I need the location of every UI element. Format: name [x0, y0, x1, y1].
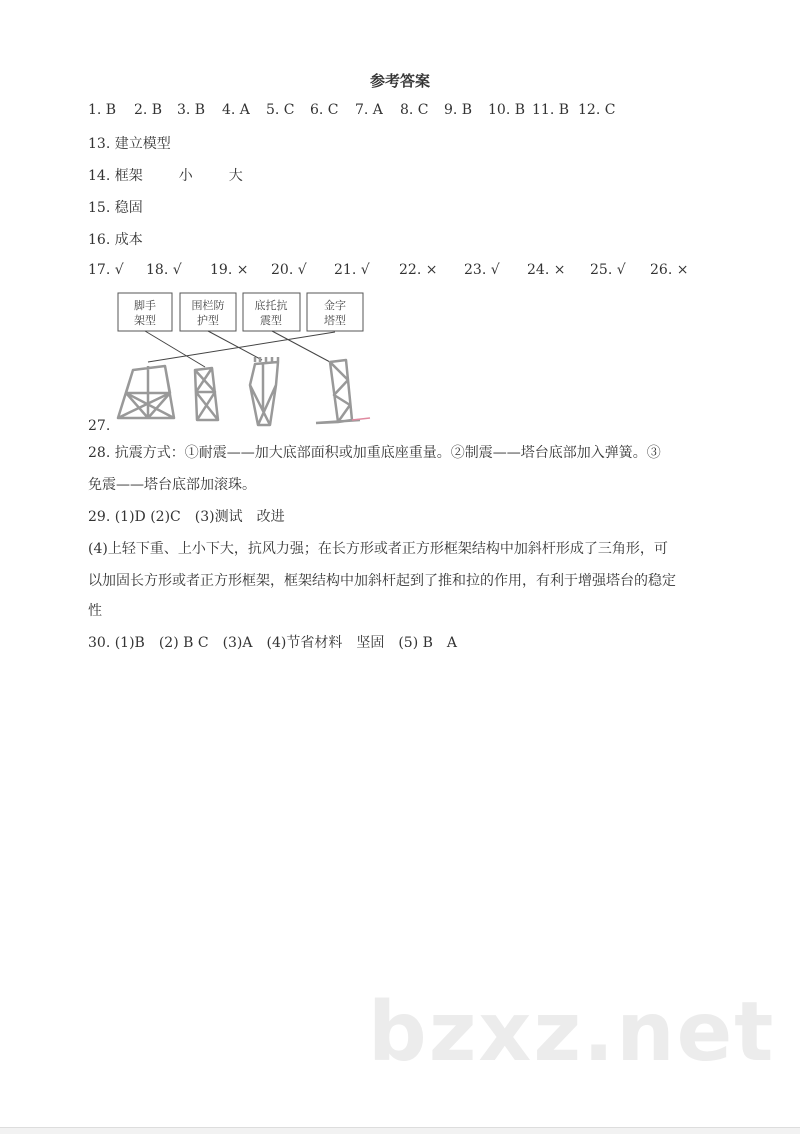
answer-item: 18. √ — [146, 262, 182, 278]
page-title: 参考答案 — [369, 72, 430, 90]
box-label: 脚手 — [134, 299, 156, 312]
answer-item: 9. B — [444, 102, 473, 118]
matching-lines — [145, 331, 335, 367]
pyramid-tower-icon — [118, 366, 174, 418]
guardrail-tower-icon — [250, 357, 278, 425]
box-label: 护型 — [197, 314, 219, 327]
answer-28-line1: 28. 抗震方式：①耐震——加大底部面积或加重底座重量。②制震——塔台底部加入弹簧。③ — [88, 445, 661, 461]
answer-item: 6. C — [310, 102, 339, 118]
answer-14-part1: 14. 框架 — [88, 168, 143, 184]
answer-item: 11. B — [532, 102, 570, 118]
answer-16: 16. 成本 — [88, 232, 143, 248]
page-bottom-edge — [0, 1127, 800, 1134]
answer-14-part2: 小 — [178, 168, 193, 184]
answer-item: 24. × — [527, 262, 566, 278]
answer-29-line1: 29. (1)D (2)C (3)测试 改进 — [88, 509, 285, 525]
box-label: 震型 — [260, 314, 282, 327]
answer-item: 22. × — [399, 262, 438, 278]
answer-item: 26. × — [650, 262, 689, 278]
box-label: 金字 — [324, 299, 346, 312]
tower-matching-diagram — [0, 0, 800, 440]
answer-item: 5. C — [266, 102, 295, 118]
answer-item: 1. B — [88, 102, 117, 118]
answer-29-line2: (4)上轻下重、上小下大，抗风力强；在长方形或者正方形框架结构中加斜杆形成了三角形，可 — [88, 541, 668, 557]
answer-item: 17. √ — [88, 262, 124, 278]
answer-item: 10. B — [488, 102, 526, 118]
answer-item: 2. B — [134, 102, 163, 118]
answer-30: 30. (1)B (2) B C (3)A (4)节省材料 坚固 (5) B A — [88, 635, 458, 651]
answer-29-line4: 性 — [88, 603, 102, 619]
answer-14-part3: 大 — [228, 168, 243, 184]
answer-27: 27. — [88, 418, 111, 434]
scaffold-tower-icon — [195, 368, 218, 420]
box-label: 围栏防 — [191, 299, 225, 312]
watermark: bzxz.net — [368, 985, 776, 1080]
answer-15: 15. 稳固 — [88, 200, 143, 216]
answer-item: 19. × — [210, 262, 249, 278]
answer-item: 21. √ — [334, 262, 370, 278]
box-label: 底托抗 — [254, 299, 288, 312]
base-earthquake-tower-icon — [316, 360, 360, 423]
answer-item: 12. C — [578, 102, 616, 118]
answer-item: 3. B — [177, 102, 206, 118]
answer-item: 25. √ — [590, 262, 626, 278]
answer-item: 8. C — [400, 102, 429, 118]
answer-item: 23. √ — [464, 262, 500, 278]
answer-item: 20. √ — [271, 262, 307, 278]
answer-28-line2: 免震——塔台底部加滚珠。 — [88, 477, 256, 493]
box-label: 塔型 — [324, 314, 346, 327]
answer-13: 13. 建立模型 — [88, 136, 171, 152]
answer-item: 4. A — [222, 102, 250, 118]
answer-item: 7. A — [355, 102, 383, 118]
answer-29-line3: 以加固长方形或者正方形框架，框架结构中加斜杆起到了推和拉的作用，有利于增强塔台的稳定 — [88, 573, 676, 589]
box-label: 架型 — [134, 314, 156, 327]
